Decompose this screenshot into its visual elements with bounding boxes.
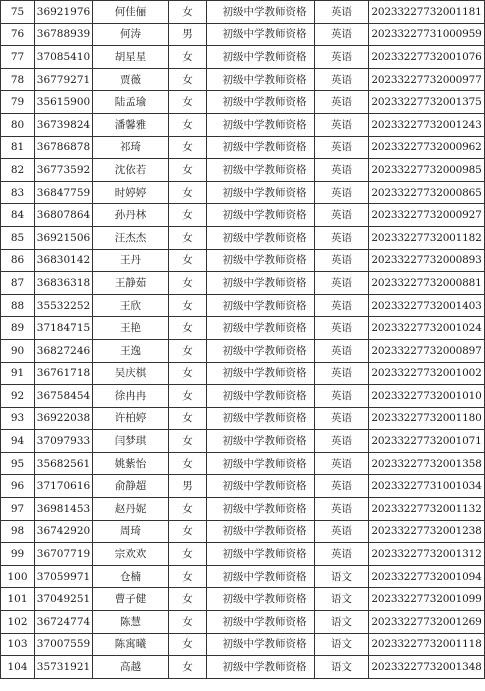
certificate-number-cell: 20233227732001182 xyxy=(369,226,485,249)
certificate-type-cell: 初级中学教师资格 xyxy=(207,543,315,566)
certificate-number-cell: 20233227732001348 xyxy=(369,656,485,679)
subject-cell: 英语 xyxy=(315,46,369,69)
row-number-cell: 78 xyxy=(1,68,35,91)
certificate-type-cell: 初级中学教师资格 xyxy=(207,633,315,656)
table-row xyxy=(1,565,485,588)
certificate-type-cell: 初级中学教师资格 xyxy=(207,68,315,91)
name-cell: 孙丹林 xyxy=(93,204,169,227)
candidate-id-cell: 36921506 xyxy=(35,226,93,249)
certificate-number-cell: 20233227731000959 xyxy=(369,23,485,46)
subject-cell: 英语 xyxy=(315,498,369,521)
candidate-id-cell: 37097933 xyxy=(35,430,93,453)
certificate-type-cell: 初级中学教师资格 xyxy=(207,362,315,385)
certificate-type-cell: 初级中学教师资格 xyxy=(207,611,315,634)
candidate-id-cell: 36707719 xyxy=(35,543,93,566)
certificate-type-cell: 初级中学教师资格 xyxy=(207,23,315,46)
subject-cell: 英语 xyxy=(315,226,369,249)
gender-cell: 女 xyxy=(169,136,207,159)
table-row xyxy=(1,1,485,24)
gender-cell: 女 xyxy=(169,294,207,317)
name-cell: 王欣 xyxy=(93,294,169,317)
row-number-cell: 77 xyxy=(1,46,35,69)
certificate-number-cell: 20233227732001403 xyxy=(369,294,485,317)
row-number-cell: 90 xyxy=(1,339,35,362)
certificate-number-cell: 20233227731001034 xyxy=(369,475,485,498)
certificate-number-cell: 20233227732001118 xyxy=(369,633,485,656)
name-cell: 陆孟瑜 xyxy=(93,91,169,114)
gender-cell: 女 xyxy=(169,498,207,521)
table-row xyxy=(1,181,485,204)
certificate-number-cell: 20233227732000962 xyxy=(369,136,485,159)
candidate-id-cell: 36773592 xyxy=(35,159,93,182)
certificate-type-cell: 初级中学教师资格 xyxy=(207,136,315,159)
name-cell: 王丹 xyxy=(93,249,169,272)
candidate-id-cell: 35615900 xyxy=(35,91,93,114)
certificate-type-cell: 初级中学教师资格 xyxy=(207,249,315,272)
row-number-cell: 83 xyxy=(1,181,35,204)
subject-cell: 英语 xyxy=(315,91,369,114)
gender-cell: 女 xyxy=(169,317,207,340)
candidate-id-cell: 36758454 xyxy=(35,385,93,408)
row-number-cell: 76 xyxy=(1,23,35,46)
table-row xyxy=(1,272,485,295)
certificate-number-cell: 20233227732001076 xyxy=(369,46,485,69)
candidate-id-cell: 36724774 xyxy=(35,611,93,634)
certificate-number-cell: 20233227732000893 xyxy=(369,249,485,272)
certificate-number-cell: 20233227732001269 xyxy=(369,611,485,634)
candidate-id-cell: 36739824 xyxy=(35,113,93,136)
gender-cell: 女 xyxy=(169,543,207,566)
row-number-cell: 85 xyxy=(1,226,35,249)
table-row xyxy=(1,407,485,430)
table-row xyxy=(1,362,485,385)
name-cell: 陈寓曦 xyxy=(93,633,169,656)
certificate-type-cell: 初级中学教师资格 xyxy=(207,339,315,362)
candidate-id-cell: 35532252 xyxy=(35,294,93,317)
row-number-cell: 97 xyxy=(1,498,35,521)
name-cell: 吴庆棋 xyxy=(93,362,169,385)
subject-cell: 英语 xyxy=(315,136,369,159)
subject-cell: 语文 xyxy=(315,588,369,611)
certificate-type-cell: 初级中学教师资格 xyxy=(207,317,315,340)
table-row xyxy=(1,23,485,46)
subject-cell: 英语 xyxy=(315,204,369,227)
candidate-id-cell: 36786878 xyxy=(35,136,93,159)
name-cell: 姚紫怡 xyxy=(93,452,169,475)
subject-cell: 英语 xyxy=(315,249,369,272)
name-cell: 何佳俪 xyxy=(93,1,169,24)
candidate-id-cell: 37007559 xyxy=(35,633,93,656)
gender-cell: 女 xyxy=(169,565,207,588)
name-cell: 仓楠 xyxy=(93,565,169,588)
table-row xyxy=(1,136,485,159)
certificate-number-cell: 20233227732000927 xyxy=(369,204,485,227)
table-row xyxy=(1,159,485,182)
subject-cell: 英语 xyxy=(315,452,369,475)
gender-cell: 女 xyxy=(169,204,207,227)
certificate-number-cell: 20233227732001071 xyxy=(369,430,485,453)
name-cell: 汪杰杰 xyxy=(93,226,169,249)
gender-cell: 女 xyxy=(169,91,207,114)
row-number-cell: 91 xyxy=(1,362,35,385)
row-number-cell: 84 xyxy=(1,204,35,227)
table-row xyxy=(1,588,485,611)
subject-cell: 英语 xyxy=(315,520,369,543)
certificate-number-cell: 20233227732001010 xyxy=(369,385,485,408)
certificate-number-cell: 20233227732001243 xyxy=(369,113,485,136)
candidate-id-cell: 36788939 xyxy=(35,23,93,46)
gender-cell: 女 xyxy=(169,520,207,543)
row-number-cell: 95 xyxy=(1,452,35,475)
certificate-number-cell: 20233227732001358 xyxy=(369,452,485,475)
row-number-cell: 101 xyxy=(1,588,35,611)
name-cell: 曹子健 xyxy=(93,588,169,611)
certificate-number-cell: 20233227732001002 xyxy=(369,362,485,385)
table-row xyxy=(1,430,485,453)
gender-cell: 女 xyxy=(169,633,207,656)
subject-cell: 语文 xyxy=(315,565,369,588)
gender-cell: 女 xyxy=(169,588,207,611)
subject-cell: 英语 xyxy=(315,159,369,182)
row-number-cell: 79 xyxy=(1,91,35,114)
name-cell: 王静茹 xyxy=(93,272,169,295)
subject-cell: 英语 xyxy=(315,543,369,566)
row-number-cell: 98 xyxy=(1,520,35,543)
name-cell: 赵丹妮 xyxy=(93,498,169,521)
name-cell: 王艳 xyxy=(93,317,169,340)
row-number-cell: 89 xyxy=(1,317,35,340)
name-cell: 贾薇 xyxy=(93,68,169,91)
subject-cell: 英语 xyxy=(315,294,369,317)
gender-cell: 女 xyxy=(169,113,207,136)
subject-cell: 英语 xyxy=(315,362,369,385)
table-row xyxy=(1,452,485,475)
table-row xyxy=(1,475,485,498)
certificate-number-cell: 20233227732001099 xyxy=(369,588,485,611)
certificate-type-cell: 初级中学教师资格 xyxy=(207,430,315,453)
candidate-id-cell: 37184715 xyxy=(35,317,93,340)
row-number-cell: 80 xyxy=(1,113,35,136)
certificate-type-cell: 初级中学教师资格 xyxy=(207,181,315,204)
subject-cell: 英语 xyxy=(315,1,369,24)
table-row xyxy=(1,317,485,340)
candidate-id-cell: 36779271 xyxy=(35,68,93,91)
certificate-type-cell: 初级中学教师资格 xyxy=(207,588,315,611)
candidate-id-cell: 36836318 xyxy=(35,272,93,295)
subject-cell: 英语 xyxy=(315,475,369,498)
certificate-number-cell: 20233227732001312 xyxy=(369,543,485,566)
name-cell: 祁琦 xyxy=(93,136,169,159)
row-number-cell: 92 xyxy=(1,385,35,408)
gender-cell: 女 xyxy=(169,656,207,679)
name-cell: 高越 xyxy=(93,656,169,679)
table-row xyxy=(1,204,485,227)
row-number-cell: 103 xyxy=(1,633,35,656)
candidate-id-cell: 36921976 xyxy=(35,1,93,24)
row-number-cell: 104 xyxy=(1,656,35,679)
subject-cell: 英语 xyxy=(315,113,369,136)
candidate-id-cell: 35731921 xyxy=(35,656,93,679)
row-number-cell: 93 xyxy=(1,407,35,430)
certificate-number-cell: 20233227732001132 xyxy=(369,498,485,521)
certificate-number-cell: 20233227732000897 xyxy=(369,339,485,362)
name-cell: 宗欢欢 xyxy=(93,543,169,566)
certificate-type-cell: 初级中学教师资格 xyxy=(207,226,315,249)
row-number-cell: 96 xyxy=(1,475,35,498)
certificate-type-cell: 初级中学教师资格 xyxy=(207,1,315,24)
subject-cell: 英语 xyxy=(315,339,369,362)
subject-cell: 英语 xyxy=(315,181,369,204)
row-number-cell: 102 xyxy=(1,611,35,634)
gender-cell: 女 xyxy=(169,452,207,475)
subject-cell: 英语 xyxy=(315,23,369,46)
name-cell: 沈依若 xyxy=(93,159,169,182)
row-number-cell: 87 xyxy=(1,272,35,295)
certificate-number-cell: 20233227732001024 xyxy=(369,317,485,340)
table-row xyxy=(1,498,485,521)
candidate-id-cell: 37049251 xyxy=(35,588,93,611)
name-cell: 俞静超 xyxy=(93,475,169,498)
candidate-id-cell: 36981453 xyxy=(35,498,93,521)
subject-cell: 英语 xyxy=(315,272,369,295)
subject-cell: 语文 xyxy=(315,656,369,679)
candidate-id-cell: 36827246 xyxy=(35,339,93,362)
row-number-cell: 75 xyxy=(1,1,35,24)
certificate-number-cell: 20233227732000985 xyxy=(369,159,485,182)
table-row xyxy=(1,294,485,317)
gender-cell: 女 xyxy=(169,362,207,385)
certificate-type-cell: 初级中学教师资格 xyxy=(207,113,315,136)
row-number-cell: 94 xyxy=(1,430,35,453)
subject-cell: 英语 xyxy=(315,385,369,408)
name-cell: 何涛 xyxy=(93,23,169,46)
table-row xyxy=(1,520,485,543)
certificate-number-cell: 20233227732001181 xyxy=(369,1,485,24)
gender-cell: 女 xyxy=(169,68,207,91)
certificate-type-cell: 初级中学教师资格 xyxy=(207,294,315,317)
gender-cell: 女 xyxy=(169,385,207,408)
gender-cell: 女 xyxy=(169,339,207,362)
table-body xyxy=(1,1,485,679)
candidate-id-cell: 36847759 xyxy=(35,181,93,204)
name-cell: 许柏婷 xyxy=(93,407,169,430)
name-cell: 时婷婷 xyxy=(93,181,169,204)
certificate-type-cell: 初级中学教师资格 xyxy=(207,498,315,521)
subject-cell: 英语 xyxy=(315,68,369,91)
row-number-cell: 82 xyxy=(1,159,35,182)
certificate-number-cell: 20233227732000881 xyxy=(369,272,485,295)
subject-cell: 英语 xyxy=(315,317,369,340)
certificate-type-cell: 初级中学教师资格 xyxy=(207,272,315,295)
subject-cell: 语文 xyxy=(315,633,369,656)
certificate-type-cell: 初级中学教师资格 xyxy=(207,91,315,114)
table-row xyxy=(1,91,485,114)
table-row xyxy=(1,249,485,272)
row-number-cell: 100 xyxy=(1,565,35,588)
certificate-type-cell: 初级中学教师资格 xyxy=(207,565,315,588)
candidate-id-cell: 36830142 xyxy=(35,249,93,272)
name-cell: 潘馨雅 xyxy=(93,113,169,136)
row-number-cell: 81 xyxy=(1,136,35,159)
row-number-cell: 88 xyxy=(1,294,35,317)
table-row xyxy=(1,633,485,656)
gender-cell: 女 xyxy=(169,226,207,249)
gender-cell: 女 xyxy=(169,611,207,634)
certificate-type-cell: 初级中学教师资格 xyxy=(207,452,315,475)
table-row xyxy=(1,543,485,566)
certificate-type-cell: 初级中学教师资格 xyxy=(207,520,315,543)
candidate-id-cell: 36807864 xyxy=(35,204,93,227)
candidate-id-cell: 35682561 xyxy=(35,452,93,475)
certificate-type-cell: 初级中学教师资格 xyxy=(207,46,315,69)
gender-cell: 女 xyxy=(169,249,207,272)
name-cell: 胡星星 xyxy=(93,46,169,69)
candidate-id-cell: 37059971 xyxy=(35,565,93,588)
name-cell: 周琦 xyxy=(93,520,169,543)
candidate-id-cell: 36761718 xyxy=(35,362,93,385)
gender-cell: 女 xyxy=(169,407,207,430)
table-row xyxy=(1,656,485,679)
row-number-cell: 86 xyxy=(1,249,35,272)
certificate-number-cell: 20233227732000865 xyxy=(369,181,485,204)
candidate-id-cell: 37170616 xyxy=(35,475,93,498)
certificate-type-cell: 初级中学教师资格 xyxy=(207,475,315,498)
gender-cell: 男 xyxy=(169,475,207,498)
certificate-type-cell: 初级中学教师资格 xyxy=(207,407,315,430)
table-row xyxy=(1,68,485,91)
certificate-type-cell: 初级中学教师资格 xyxy=(207,385,315,408)
subject-cell: 英语 xyxy=(315,407,369,430)
table-row xyxy=(1,226,485,249)
gender-cell: 女 xyxy=(169,159,207,182)
candidate-id-cell: 36922038 xyxy=(35,407,93,430)
name-cell: 闫梦琪 xyxy=(93,430,169,453)
table-row xyxy=(1,113,485,136)
name-cell: 陈慧 xyxy=(93,611,169,634)
gender-cell: 女 xyxy=(169,272,207,295)
gender-cell: 女 xyxy=(169,46,207,69)
table-row xyxy=(1,385,485,408)
certificate-number-cell: 20233227732001375 xyxy=(369,91,485,114)
table-row xyxy=(1,46,485,69)
gender-cell: 女 xyxy=(169,430,207,453)
candidate-id-cell: 36742920 xyxy=(35,520,93,543)
certificate-type-cell: 初级中学教师资格 xyxy=(207,204,315,227)
gender-cell: 女 xyxy=(169,181,207,204)
certificate-number-cell: 20233227732001180 xyxy=(369,407,485,430)
certificate-number-cell: 20233227732000977 xyxy=(369,68,485,91)
table-row xyxy=(1,611,485,634)
certificate-type-cell: 初级中学教师资格 xyxy=(207,159,315,182)
row-number-cell: 99 xyxy=(1,543,35,566)
gender-cell: 女 xyxy=(169,1,207,24)
gender-cell: 男 xyxy=(169,23,207,46)
certificate-type-cell: 初级中学教师资格 xyxy=(207,656,315,679)
subject-cell: 英语 xyxy=(315,430,369,453)
table-row xyxy=(1,339,485,362)
name-cell: 徐冉冉 xyxy=(93,385,169,408)
subject-cell: 语文 xyxy=(315,611,369,634)
certificate-number-cell: 20233227732001238 xyxy=(369,520,485,543)
name-cell: 王逸 xyxy=(93,339,169,362)
candidate-id-cell: 37085410 xyxy=(35,46,93,69)
certificate-number-cell: 20233227732001094 xyxy=(369,565,485,588)
